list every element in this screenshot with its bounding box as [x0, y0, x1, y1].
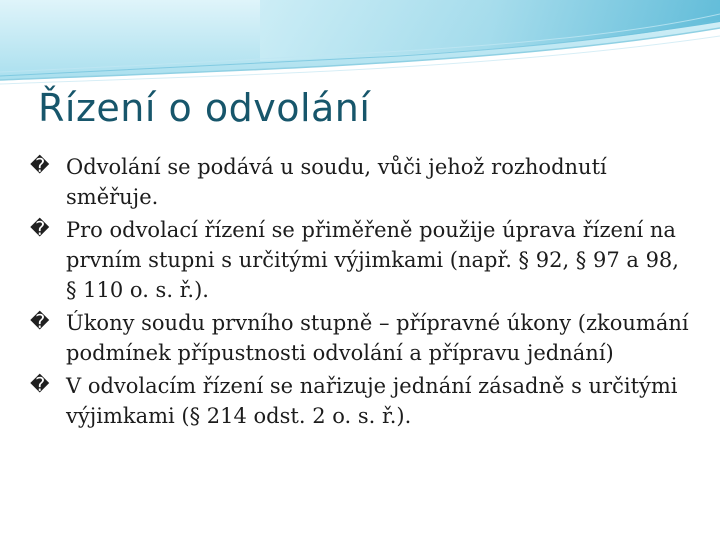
slide-title: Řízení o odvolání: [38, 86, 371, 130]
bullet-item: [30, 371, 695, 431]
bullet-text: Úkony soudu prvního stupně – přípravné úkony (zkoumání podmínek přípustnosti odvolání a přípravu jednání): [66, 311, 689, 365]
bullet-marker-icon: �: [30, 374, 50, 396]
bullet-text: Odvolání se podává u soudu, vůči jehož rozhodnutí směřuje.: [66, 155, 607, 209]
bullet-item: [30, 215, 695, 305]
bullet-marker-icon: �: [30, 155, 50, 177]
bullet-item: [30, 308, 695, 368]
bullet-marker-icon: �: [30, 218, 50, 240]
bullet-text: V odvolacím řízení se nařizuje jednání zásadně s určitými výjimkami (§ 214 odst. 2 o. s. ř.).: [66, 374, 678, 428]
bullet-list: [30, 152, 695, 434]
bullet-marker-icon: �: [30, 311, 50, 333]
bullet-item: [30, 152, 695, 212]
bullet-text: Pro odvolací řízení se přiměřeně použije úprava řízení na prvním stupni s určitými výjimkami (např. § 92, § 97 a 98, § 110 o. s. ř.).: [66, 218, 679, 302]
header-wave-decoration: [0, 0, 720, 95]
